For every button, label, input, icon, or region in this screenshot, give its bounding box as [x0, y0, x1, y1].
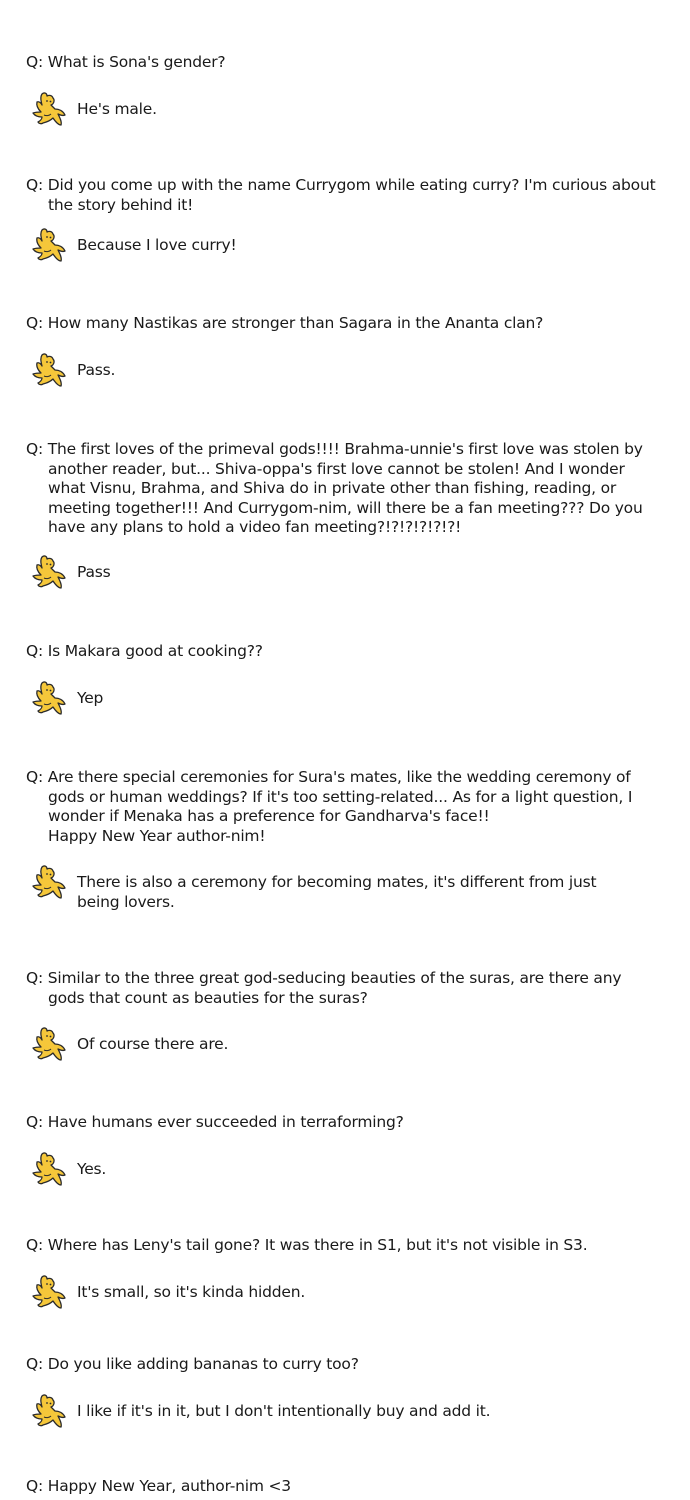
yellow-mascot-icon — [30, 1151, 68, 1187]
answer-text: Pass. — [77, 361, 116, 379]
question-text: Q: How many Nastikas are stronger than Sagara in the Ananta clan? — [26, 314, 544, 332]
answer-text: Because I love curry! — [77, 236, 237, 254]
yellow-mascot-icon — [30, 91, 68, 127]
question-text: Q: Is Makara good at cooking?? — [26, 642, 263, 660]
question-text: Q: Are there special ceremonies for Sura's mates, like the wedding ceremony of gods or human weddings? If it's too setting-related... As for a light question, I wonder if Menaka has a preference for Gandharva's face!! Happy New Year author-nim! — [26, 768, 633, 845]
yellow-mascot-icon — [30, 1393, 68, 1429]
answer-text: Yep — [77, 689, 104, 707]
question-text: Q: Where has Leny's tail gone? It was there in S1, but it's not visible in S3. — [26, 1236, 588, 1254]
answer-text: Of course there are. — [77, 1035, 229, 1053]
answer-text: Pass — [77, 563, 111, 581]
question-text: Q: Similar to the three great god-seducing beauties of the suras, are there any gods that count as beauties for the suras? — [26, 969, 622, 1007]
answer-text: He's male. — [77, 100, 157, 118]
answer-text: I like if it's in it, but I don't intentionally buy and add it. — [77, 1402, 491, 1420]
yellow-mascot-icon — [30, 1026, 68, 1062]
yellow-mascot-icon — [30, 227, 68, 263]
answer-text: There is also a ceremony for becoming mates, it's different from just being lovers. — [77, 873, 597, 911]
yellow-mascot-icon — [30, 352, 68, 388]
question-text: Q: Have humans ever succeeded in terraforming? — [26, 1113, 404, 1131]
yellow-mascot-icon — [30, 1274, 68, 1310]
question-text: Q: Happy New Year, author-nim <3 — [26, 1477, 291, 1495]
question-text: Q: Do you like adding bananas to curry too? — [26, 1355, 359, 1373]
answer-text: It's small, so it's kinda hidden. — [77, 1283, 306, 1301]
yellow-mascot-icon — [30, 680, 68, 716]
answer-text: Yes. — [77, 1160, 107, 1178]
question-text: Q: What is Sona's gender? — [26, 53, 226, 71]
yellow-mascot-icon — [30, 864, 68, 900]
yellow-mascot-icon — [30, 554, 68, 590]
question-text: Q: Did you come up with the name Currygom while eating curry? I'm curious about the story behind it! — [26, 176, 656, 214]
question-text: Q: The first loves of the primeval gods!!!! Brahma-unnie's first love was stolen by another reader, but... Shiva-oppa's first love cannot be stolen! And I wonder what Visnu, Brahma, and Shiva do in private other than fishing, reading, or meeting together!!! And Currygom-nim, will there be a fan meeting??? Do you have any plans to hold a video fan meeting?!?!?!?!?!?! — [26, 440, 643, 536]
